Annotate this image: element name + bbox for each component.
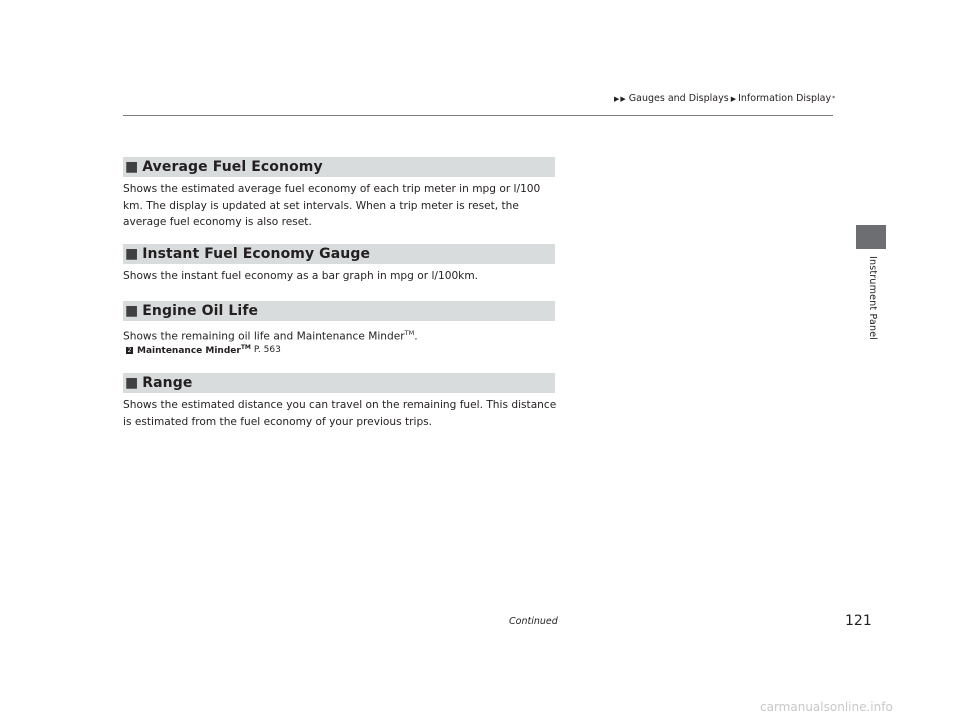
section-body-text: Shows the remaining oil life and Maintenance Minder — [123, 330, 405, 343]
cross-reference-icon: 2 — [127, 346, 132, 354]
section-body-end: . — [414, 330, 418, 343]
triangle-right-icon: ▶ — [614, 94, 620, 103]
page-number: 121 — [845, 613, 872, 629]
section-title: Range — [142, 375, 193, 391]
continued-note: Continued — [509, 616, 558, 627]
xref-page: P. 563 — [253, 345, 281, 355]
section-heading-engine-oil-life — [123, 301, 555, 321]
trademark-sup: TM — [404, 329, 415, 337]
chapter-label: Instrument Panel — [867, 256, 878, 341]
asterisk-mark: * — [832, 95, 836, 102]
square-bullet-icon: ■ — [125, 375, 139, 391]
watermark: carmanualsonline.info — [760, 700, 893, 714]
triangle-right-icon: ▶ — [620, 94, 626, 103]
breadcrumb — [614, 93, 835, 104]
chapter-tab — [856, 225, 886, 249]
section-body: Shows the instant fuel economy as a bar graph in mpg or l/100km. — [123, 270, 479, 282]
section-heading-instant-fuel-economy-gauge — [123, 244, 555, 264]
section-title: Engine Oil Life — [142, 303, 259, 319]
section-heading-average-fuel-economy — [123, 157, 555, 177]
section-body: Shows the estimated distance you can travel on the remaining fuel. This distance is estimated from the fuel economy of your previous trips. — [123, 399, 557, 428]
section-heading-range — [123, 373, 555, 393]
section-title: Average Fuel Economy — [142, 159, 323, 175]
header-divider — [123, 115, 833, 116]
triangle-right-icon: ▶ — [730, 94, 737, 103]
section-body — [123, 325, 563, 345]
section-body: Shows the estimated average fuel economy of each trip meter in mpg or l/100 km. The display is updated at set intervals. When a trip meter is reset, the average fuel economy is also reset. — [123, 183, 541, 228]
square-bullet-icon: ■ — [125, 159, 139, 175]
breadcrumb-part-2[interactable]: Information Display — [738, 93, 832, 104]
breadcrumb-part-1[interactable]: Gauges and Displays — [628, 93, 729, 104]
square-bullet-icon: ■ — [125, 303, 139, 319]
cross-reference-link[interactable] — [126, 344, 281, 356]
xref-label: Maintenance Minder™ — [137, 344, 251, 356]
square-bullet-icon: ■ — [125, 246, 139, 262]
section-title: Instant Fuel Economy Gauge — [142, 246, 371, 262]
